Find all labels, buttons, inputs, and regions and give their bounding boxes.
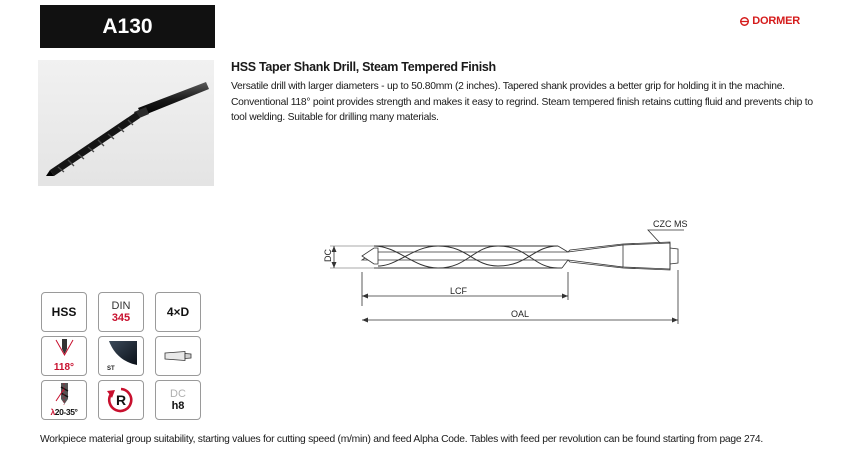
finish-swatch-icon xyxy=(99,337,143,375)
standard-label-bottom: 345 xyxy=(111,312,131,324)
helix-angle-label xyxy=(42,407,86,417)
brand-logo xyxy=(740,15,800,27)
helix-angle-icon xyxy=(41,380,87,420)
helix-range: 20-35° xyxy=(54,407,78,417)
drill-point-icon xyxy=(42,337,86,365)
helix-drill-icon xyxy=(42,381,86,409)
taper-shank-icon xyxy=(155,336,201,376)
technical-drawing xyxy=(318,212,698,327)
product-title: HSS Taper Shank Drill, Steam Tempered Finish xyxy=(231,60,496,74)
hss-icon xyxy=(41,292,87,332)
footer-note: Workpiece material group suitability, starting values for cutting speed (m/min) and feed Alpha Code. Tables with feed per revolution can be found starting from page 274. xyxy=(40,434,764,445)
product-code: A130 xyxy=(102,14,153,38)
tolerance-label-bottom: h8 xyxy=(171,400,185,412)
product-photo xyxy=(38,60,214,186)
material-label: HSS xyxy=(51,305,77,319)
shank-label: CZC MS xyxy=(653,219,688,229)
product-code-badge xyxy=(40,5,215,48)
feature-icon-grid xyxy=(41,292,201,420)
oal-dimension-label: OAL xyxy=(511,309,530,319)
tolerance-h8-icon xyxy=(155,380,201,420)
brand-name: DORMER xyxy=(752,15,800,27)
taper-shank-shape-icon xyxy=(163,349,193,363)
tolerance-label-top: DC xyxy=(170,388,186,400)
finish-label: ST xyxy=(107,366,115,372)
standard-label-top: DIN xyxy=(111,300,131,312)
helix-symbol: λ xyxy=(50,407,55,417)
drill-photo-icon xyxy=(38,60,214,186)
length-4xd-icon xyxy=(155,292,201,332)
right-hand-rotation-icon xyxy=(98,380,144,420)
product-description: Versatile drill with larger diameters - up to 50.80mm (2 inches). Tapered shank provides a better grip for holding it in the machine. Conventional 118° point provides strength and makes it easy to regrind. Steam tempered finish retains cutting fluid and prevents chip to tool welding. Suitable for drilling many materials. xyxy=(231,81,813,123)
dc-dimension-label: DC xyxy=(323,249,333,262)
point-angle-icon xyxy=(41,336,87,376)
dormer-logo-icon xyxy=(740,17,749,26)
length-label: 4×D xyxy=(166,305,190,319)
rotation-label: R xyxy=(115,392,127,408)
point-angle-label: 118° xyxy=(53,362,75,373)
din-345-icon xyxy=(98,292,144,332)
steam-tempered-finish-icon xyxy=(98,336,144,376)
lcf-dimension-label: LCF xyxy=(450,286,468,296)
